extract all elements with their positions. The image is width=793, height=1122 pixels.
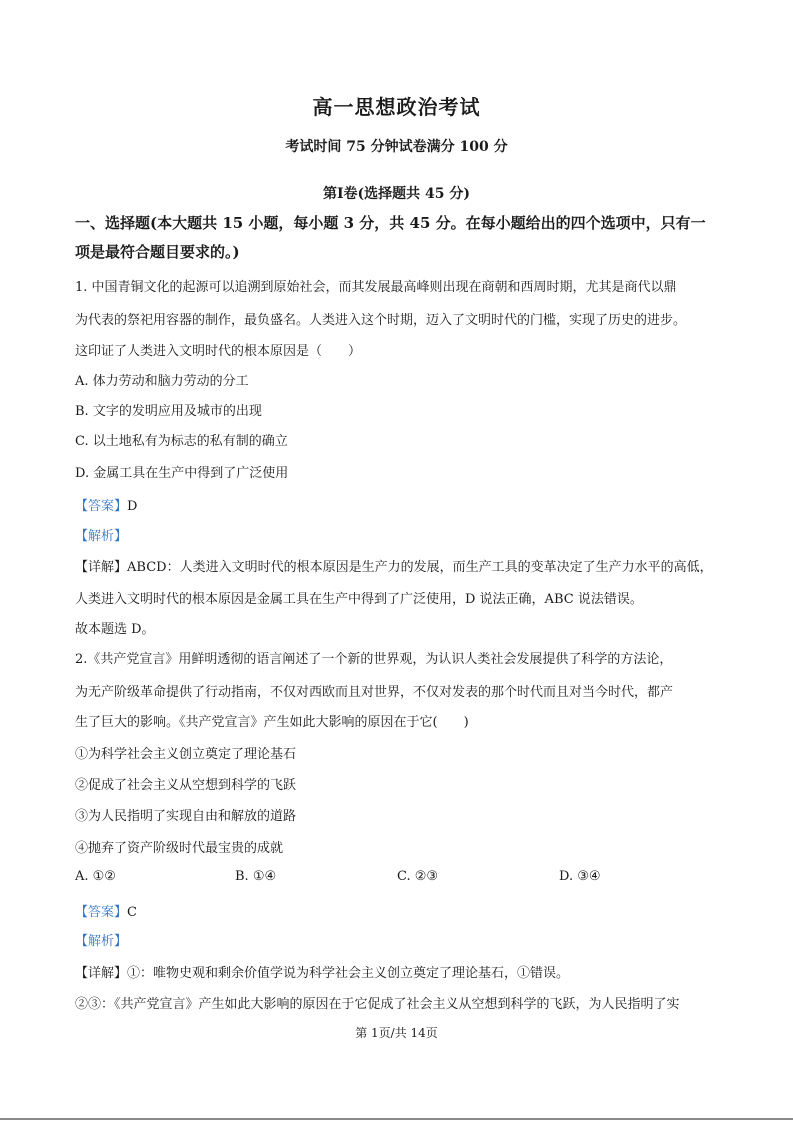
q2-stem-line-3: 生了巨大的影响。《共产党宣言》产生如此大影响的原因在于它( ) (75, 715, 469, 730)
q1-stem-line-2: 为代表的祭祀用容器的制作，最负盛名。人类进入这个时期，迈入了文明时代的门槛，实现了历史的进步。 (75, 313, 687, 328)
q2-item-2: ②促成了社会主义从空想到科学的飞跃 (75, 778, 297, 793)
q1-stem-line-1: 1. 中国青铜文化的起源可以追溯到原始社会，而其发展最高峰则出现在商朝和西周时期，尤其是商代以鼎 (75, 280, 677, 295)
section-title: 第Ⅰ卷(选择题共 45 分) (322, 186, 471, 202)
answer-value: D (127, 499, 138, 514)
q1-analysis-label: 【解析】 (75, 529, 128, 544)
q1-detail-line-2: 人类进入文明时代的根本原因是金属工具在生产中得到了广泛使用，D 说法正确，ABC 说法错误。 (75, 592, 643, 607)
answer-value: C (127, 905, 137, 920)
q2-analysis-label: 【解析】 (75, 934, 128, 949)
q2-answer-row (75, 901, 137, 920)
q2-item-3: ③为人民指明了实现自由和解放的道路 (75, 809, 297, 824)
q1-option-b: B. 文字的发明应用及城市的出现 (75, 404, 262, 419)
q2-option-a: A. ①② (75, 869, 116, 884)
q1-answer-row (75, 495, 137, 514)
q2-option-d: D. ③④ (559, 869, 601, 884)
exam-subtitle: 考试时间 75 分钟试卷满分 100 分 (285, 139, 508, 155)
q1-option-d: D. 金属工具在生产中得到了广泛使用 (75, 466, 289, 481)
q1-detail-line-1: 【详解】ABCD：人类进入文明时代的根本原因是生产力的发展，而生产工具的变革决定了生产力水平的高低， (75, 560, 713, 575)
q1-detail-line-3: 故本题选 D。 (75, 622, 155, 637)
q2-detail-line-1: 【详解】①：唯物史观和剩余价值学说为科学社会主义创立奠定了理论基石，①错误。 (75, 966, 570, 981)
page-number: 第 1页/共 14页 (355, 1026, 438, 1040)
q2-item-4: ④抛弃了资产阶级时代最宝贵的成就 (75, 841, 284, 856)
page-title: 高一思想政治考试 (312, 95, 481, 119)
instructions-line-2: 项是最符合题目要求的。) (75, 243, 240, 261)
q2-item-1: ①为科学社会主义创立奠定了理论基石 (75, 747, 297, 762)
q2-option-b: B. ①④ (235, 869, 277, 884)
bottom-divider (0, 1118, 793, 1120)
answer-label: 【答案】 (75, 499, 128, 514)
q1-stem-line-3: 这印证了人类进入文明时代的根本原因是（ ） (75, 344, 362, 359)
q1-option-c: C. 以土地私有为标志的私有制的确立 (75, 434, 288, 449)
detail-label: 【详解】 (75, 560, 128, 575)
q2-option-c: C. ②③ (397, 869, 439, 884)
q2-stem-line-2: 为无产阶级革命提供了行动指南，不仅对西欧而且对世界，不仅对发表的那个时代而且对当今时代，都产 (75, 685, 674, 700)
q2-detail-line-2: ②③：《共产党宣言》产生如此大影响的原因在于它促成了社会主义从空想到科学的飞跃，为人民指明了实 (75, 997, 680, 1012)
answer-label: 【答案】 (75, 905, 128, 920)
q1-option-a: A. 体力劳动和脑力劳动的分工 (75, 374, 249, 389)
detail-label: 【详解】 (75, 966, 128, 981)
instructions-line-1: 一、选择题(本大题共 15 小题，每小题 3 分，共 45 分。在每小题给出的四个选项中，只有一 (75, 214, 706, 232)
q2-stem-line-1: 2.《共产党宣言》用鲜明透彻的语言阐述了一个新的世界观，为认识人类社会发展提供了科学的方法论， (75, 652, 673, 667)
